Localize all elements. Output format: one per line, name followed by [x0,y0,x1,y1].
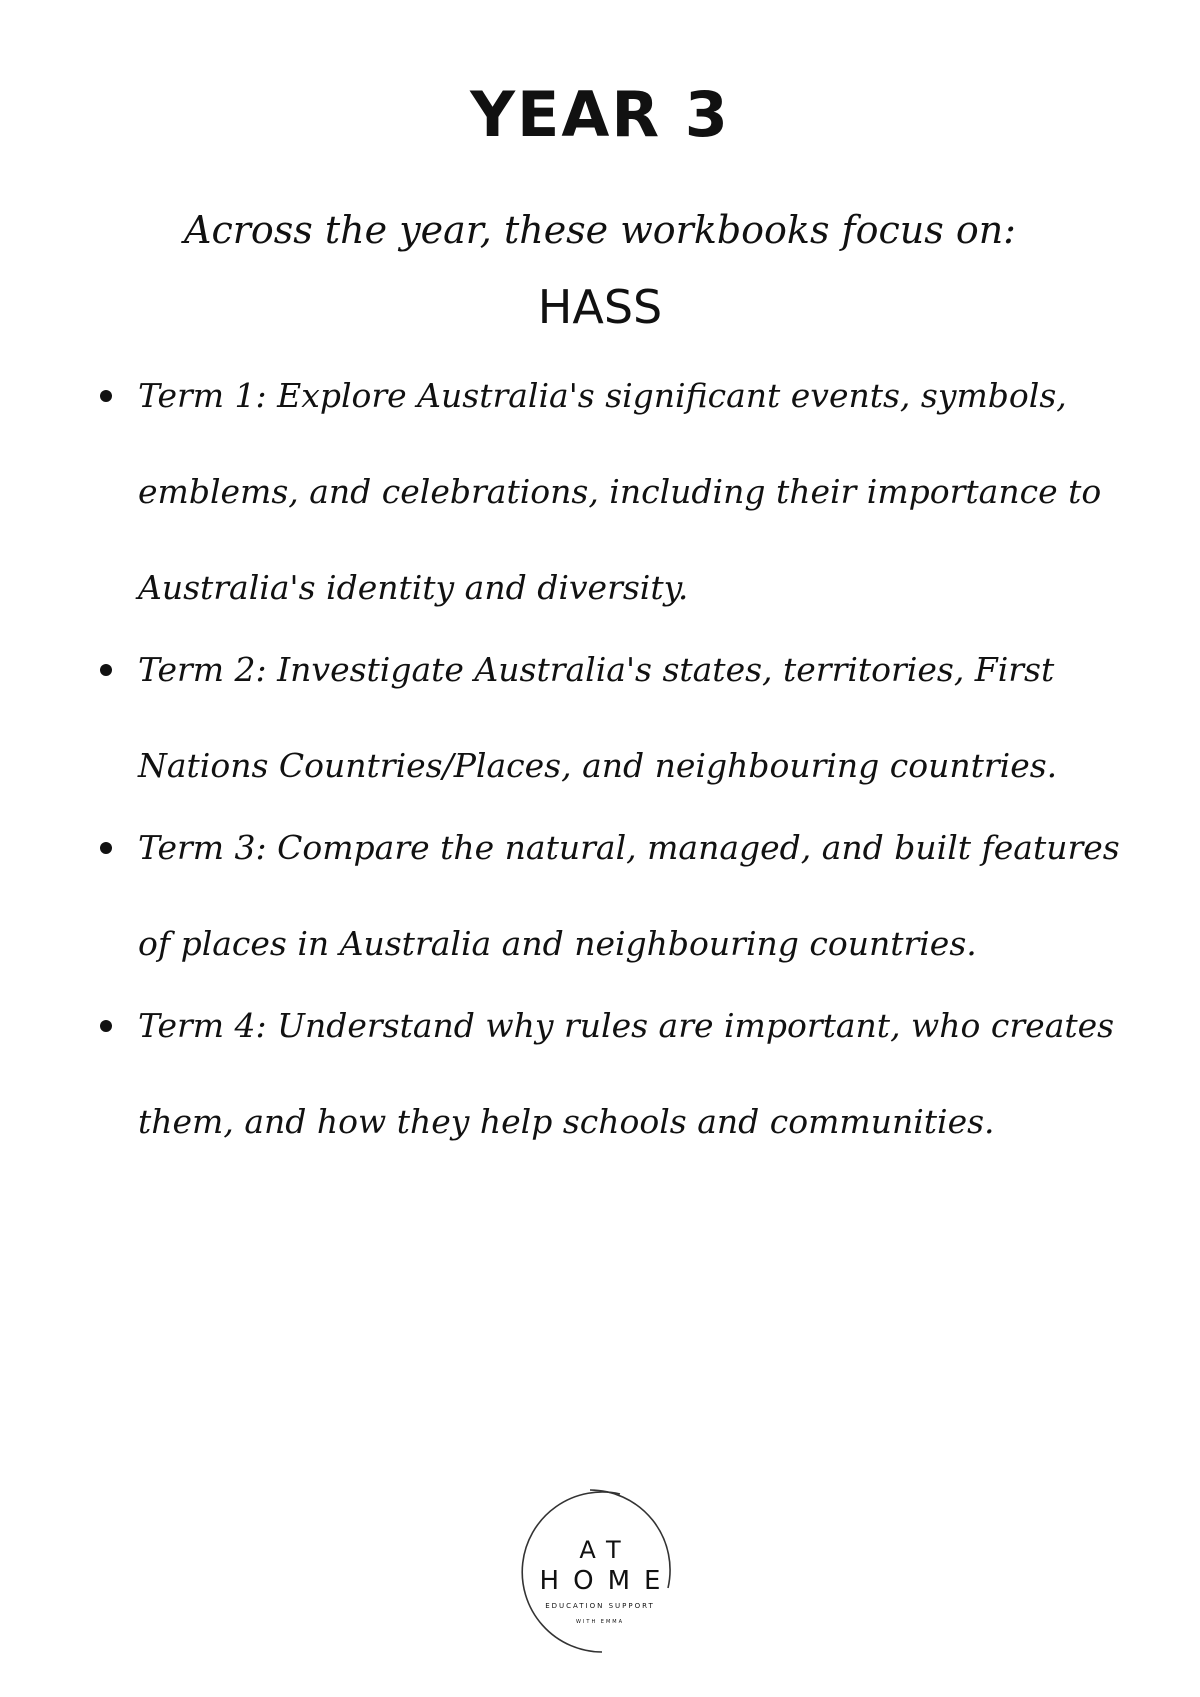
intro-text: Across the year, these workbooks focus on: [184,208,1016,252]
term-item-4 [100,978,1160,1170]
bullet-icon [100,1020,112,1032]
subject-heading: HASS [537,280,663,334]
term-text: Term 2: Investigate Australia's states, territories, First Nations Countries/Places, and neighbouring countries. [138,650,1058,785]
term-text: Term 3: Compare the natural, managed, and built features of places in Australia and neighbouring countries. [138,828,1120,963]
brand-logo [490,1470,710,1670]
bullet-icon [100,390,112,402]
term-item-3 [100,800,1160,992]
term-item-2 [100,622,1160,814]
bullet-icon [100,664,112,676]
term-text: Term 1: Explore Australia's significant events, symbols, emblems, and celebrations, including their importance to Australia's identity and diversity. [138,376,1102,607]
bullet-icon [100,842,112,854]
logo-text-at: AT [579,1536,633,1564]
term-text: Term 4: Understand why rules are important, who creates them, and how they help schools and communities. [138,1006,1115,1141]
term-list [100,372,1160,1170]
page-title: YEAR 3 [470,78,730,151]
term-item-1 [100,348,1160,636]
logo-text-home: HOME [539,1566,675,1596]
logo-text-support: EDUCATION SUPPORT [545,1602,655,1610]
logo-text-with: WITH EMMA [575,1619,625,1625]
